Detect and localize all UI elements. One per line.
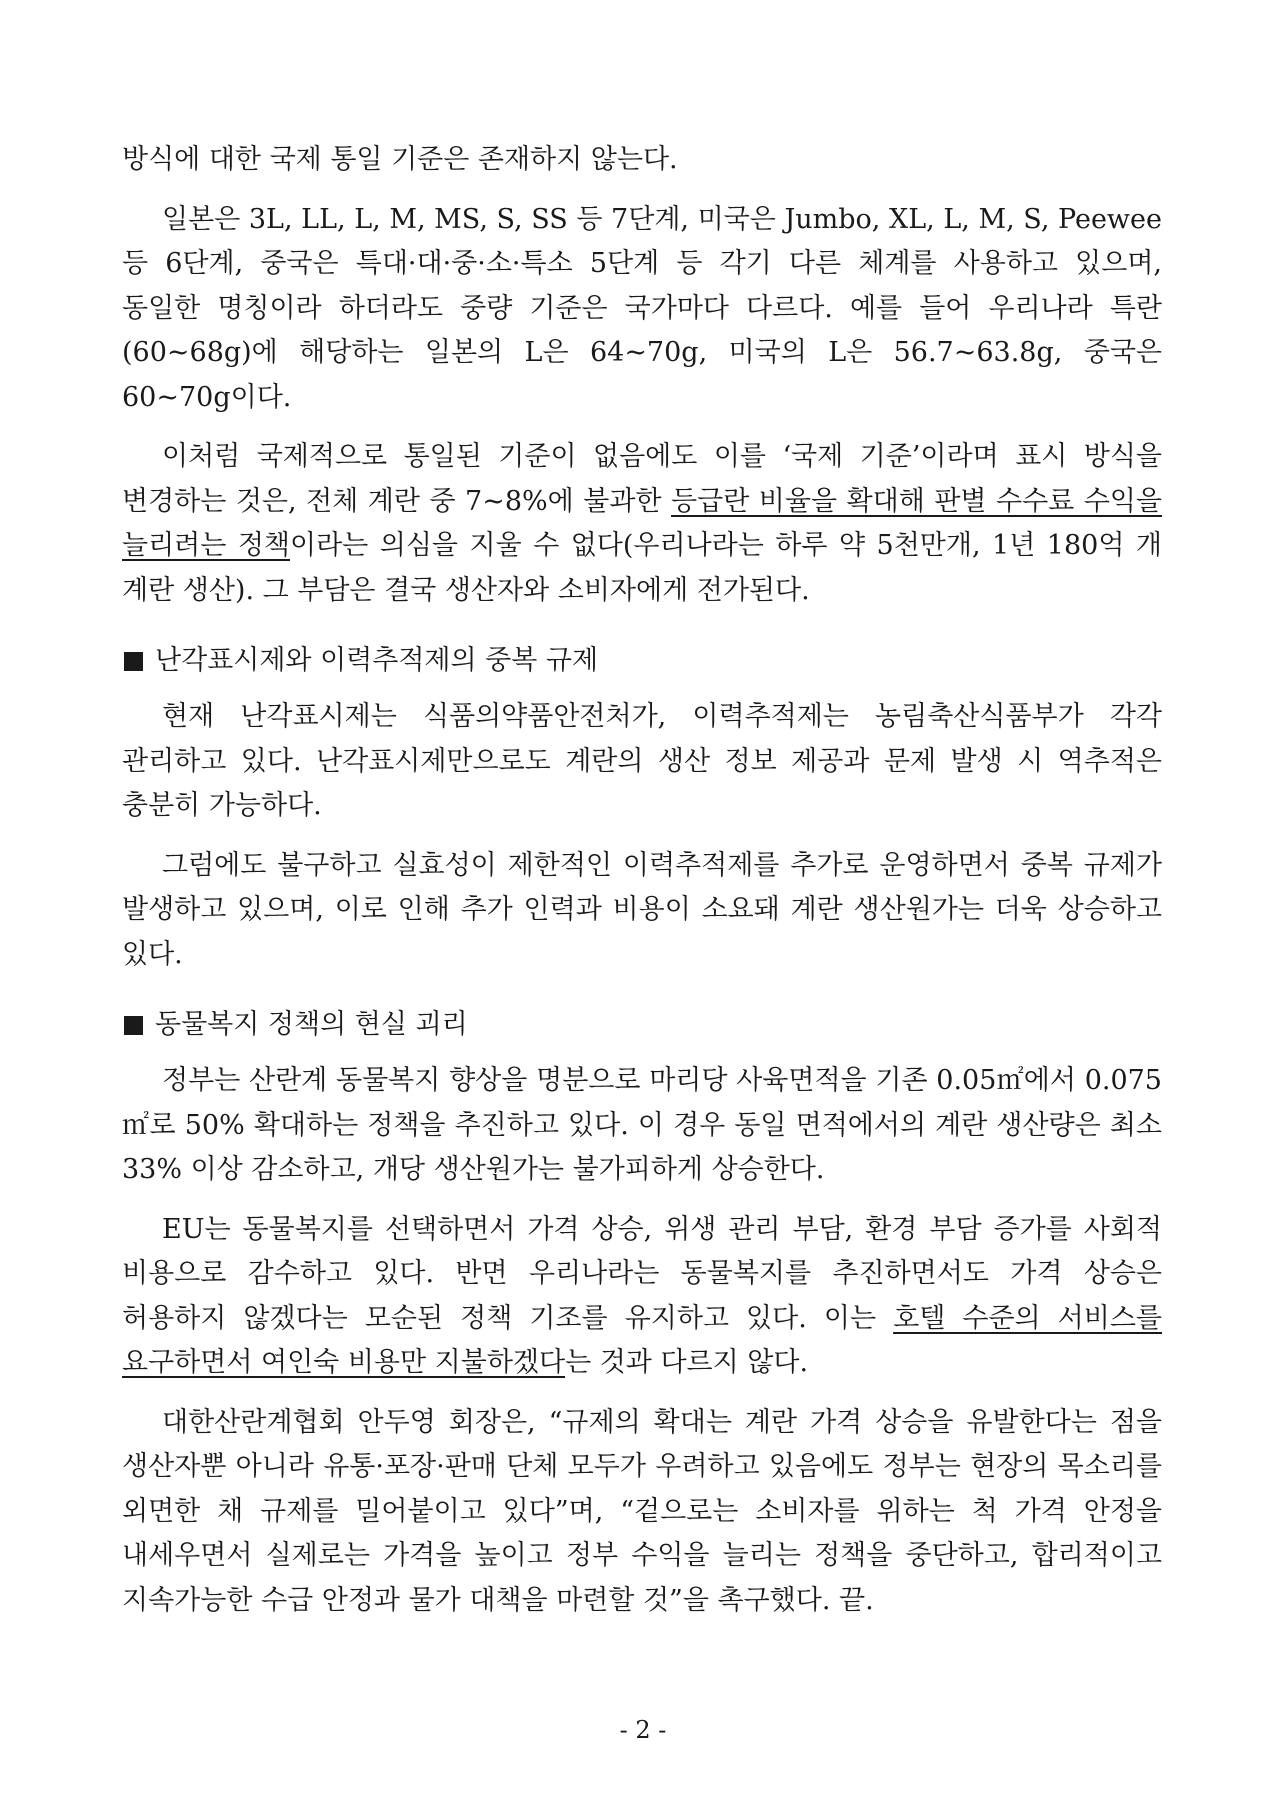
section-heading-duplicate-regulation: [122, 639, 1162, 683]
section-heading-animal-welfare: [122, 1003, 1162, 1047]
paragraph-shell-labeling: 현재 난각표시제는 식품의약품안전처가, 이력추적제는 농림축산식품부가 각각 관리하고 있다. 난각표시제만으로도 계란의 생산 정보 제공과 문제 발생 시 역추적은 충분히 가능하다.: [122, 701, 1162, 821]
underlined-phrase: 등급란 비율을 확대해 판별 수수료 수익을 늘리려는 정책: [122, 485, 1163, 561]
paragraph-international-standard: [122, 435, 1162, 613]
paragraph-eu-comparison: [122, 1208, 1162, 1386]
text-segment: 는 것과 다르지 않다.: [565, 1347, 809, 1378]
section-heading-text: 동물복지 정책의 현실 괴리: [155, 1009, 468, 1040]
section-heading-text: 난각표시제와 이력추적제의 중복 규제: [155, 645, 599, 676]
paragraph-cage-area: 정부는 산란계 동물복지 향상을 명분으로 마리당 사육면적을 기존 0.05㎡에서 0.075㎡로 50% 확대하는 정책을 추진하고 있다. 이 경우 동일 면적에서의 계란 생산량은 최소 33% 이상 감소하고, 개당 생산원가는 불가피하게 상승한다.: [122, 1065, 1162, 1185]
paragraph-continuation: 방식에 대한 국제 통일 기준은 존재하지 않는다.: [122, 144, 678, 175]
document-body: [122, 138, 1162, 1623]
paragraph-association-statement: 대한산란계협회 안두영 회장은, “규제의 확대는 계란 가격 상승을 유발한다는 점을 생산자뿐 아니라 유통·포장·판매 단체 모두가 우려하고 있음에도 정부는 현장의 목소리를 외면한 채 규제를 밀어붙이고 있다”며, “겉으로는 소비자를 위하는 척 가격 안정을 내세우면서 실제로는 가격을 높이고 정부 수익을 늘리는 정책을 중단하고, 합리적이고 지속가능한 수급 안정과 물가 대책을 마련할 것”을 촉구했다. 끝.: [122, 1406, 1162, 1616]
text-segment: EU는 동물복지를 선택하면서 가격 상승, 위생 관리 부담, 환경 부담 증가를 사회적 비용으로 감수하고 있다. 반면 우리나라는 동물복지를 추진하면서도 가격 상승은 허용하지 않겠다는 모순된 정책 기조를 유지하고 있다. 이는: [122, 1213, 1162, 1334]
paragraph-traceability-cost: 그럼에도 불구하고 실효성이 제한적인 이력추적제를 추가로 운영하면서 중복 규제가 발생하고 있으며, 이로 인해 추가 인력과 비용이 소요돼 계란 생산원가는 더욱 상승하고 있다.: [122, 849, 1162, 970]
underlined-phrase: 호텔 수준의 서비스를 요구하면서 여인숙 비용만 지불하겠다: [122, 1302, 1163, 1378]
black-square-bullet-icon: [124, 652, 143, 671]
black-square-bullet-icon: [124, 1016, 143, 1035]
text-segment: 이처럼 국제적으로 통일된 기준이 없음에도 이를 ‘국제 기준’이라며 표시 방식을 변경하는 것은, 전체 계란 중 7~8%에 불과한: [122, 441, 1162, 517]
page-number: - 2 -: [619, 1716, 667, 1744]
text-segment: 이라는 의심을 지울 수 없다(우리나라는 하루 약 5천만개, 1년 180억 개 계란 생산). 그 부담은 결국 생산자와 소비자에게 전가된다.: [122, 530, 1163, 606]
paragraph-grading-systems: 일본은 3L, LL, L, M, MS, S, SS 등 7단계, 미국은 Jumbo, XL, L, M, S, Peewee 등 6단계, 중국은 특대·대·중·소·특소 5단계 등 각기 다른 체계를 사용하고 있으며, 동일한 명칭이라 하더라도 중량 기준은 국가마다 다르다. 예를 들어 우리나라 특란(60~68g)에 해당하는 일본의 L은 64~70g, 미국의 L은 56.7~63.8g, 중국은 60~70g이다.: [122, 203, 1162, 413]
